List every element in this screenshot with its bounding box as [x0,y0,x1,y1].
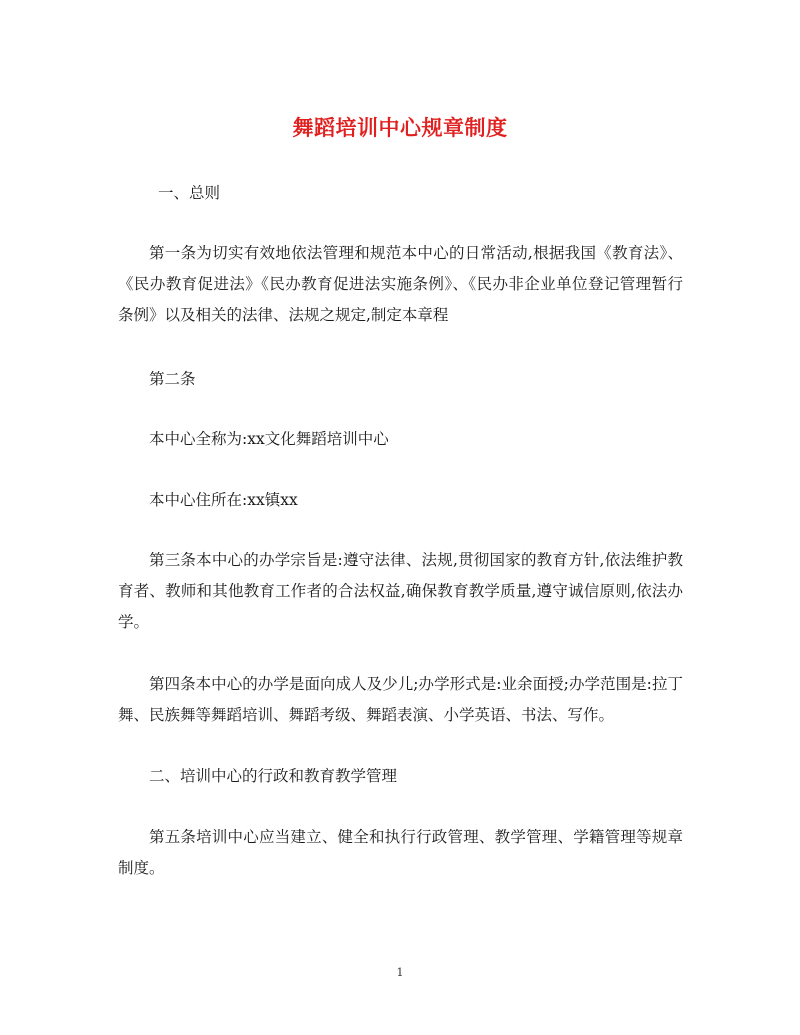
center-full-name: 本中心全称为:xx文化舞蹈培训中心 [149,430,389,448]
section-heading-administration: 二、培训中心的行政和教育教学管理 [149,767,398,785]
page-number: 1 [396,966,404,979]
section-heading-general: 一、总则 [158,184,221,202]
document-title: 舞蹈培训中心规章制度 [292,115,508,140]
article-3-paragraph: 第三条本中心的办学宗旨是:遵守法律、法规,贯彻国家的教育方针,依法维护教育者、教师和其他教育工作者的合法权益,确保教育教学质量,遵守诚信原则,依法办学。 [118,551,683,631]
article-4-paragraph: 第四条本中心的办学是面向成人及少儿;办学形式是:业余面授;办学范围是:拉丁舞、民族舞等舞蹈培训、舞蹈考级、舞蹈表演、小学英语、书法、写作。 [118,675,683,724]
article-5-paragraph: 第五条培训中心应当建立、健全和执行行政管理、教学管理、学籍管理等规章制度。 [118,828,683,877]
article-1-paragraph: 第一条为切实有效地依法管理和规范本中心的日常活动,根据我国《教育法》、《民办教育促进法》《民办教育促进法实施条例》、《民办非企业单位登记管理暂行条例》以及相关的法律、法规之规定,制定本章程 [118,244,683,324]
center-address: 本中心住所在:xx镇xx [149,491,298,509]
article-2-heading: 第二条 [149,370,196,388]
